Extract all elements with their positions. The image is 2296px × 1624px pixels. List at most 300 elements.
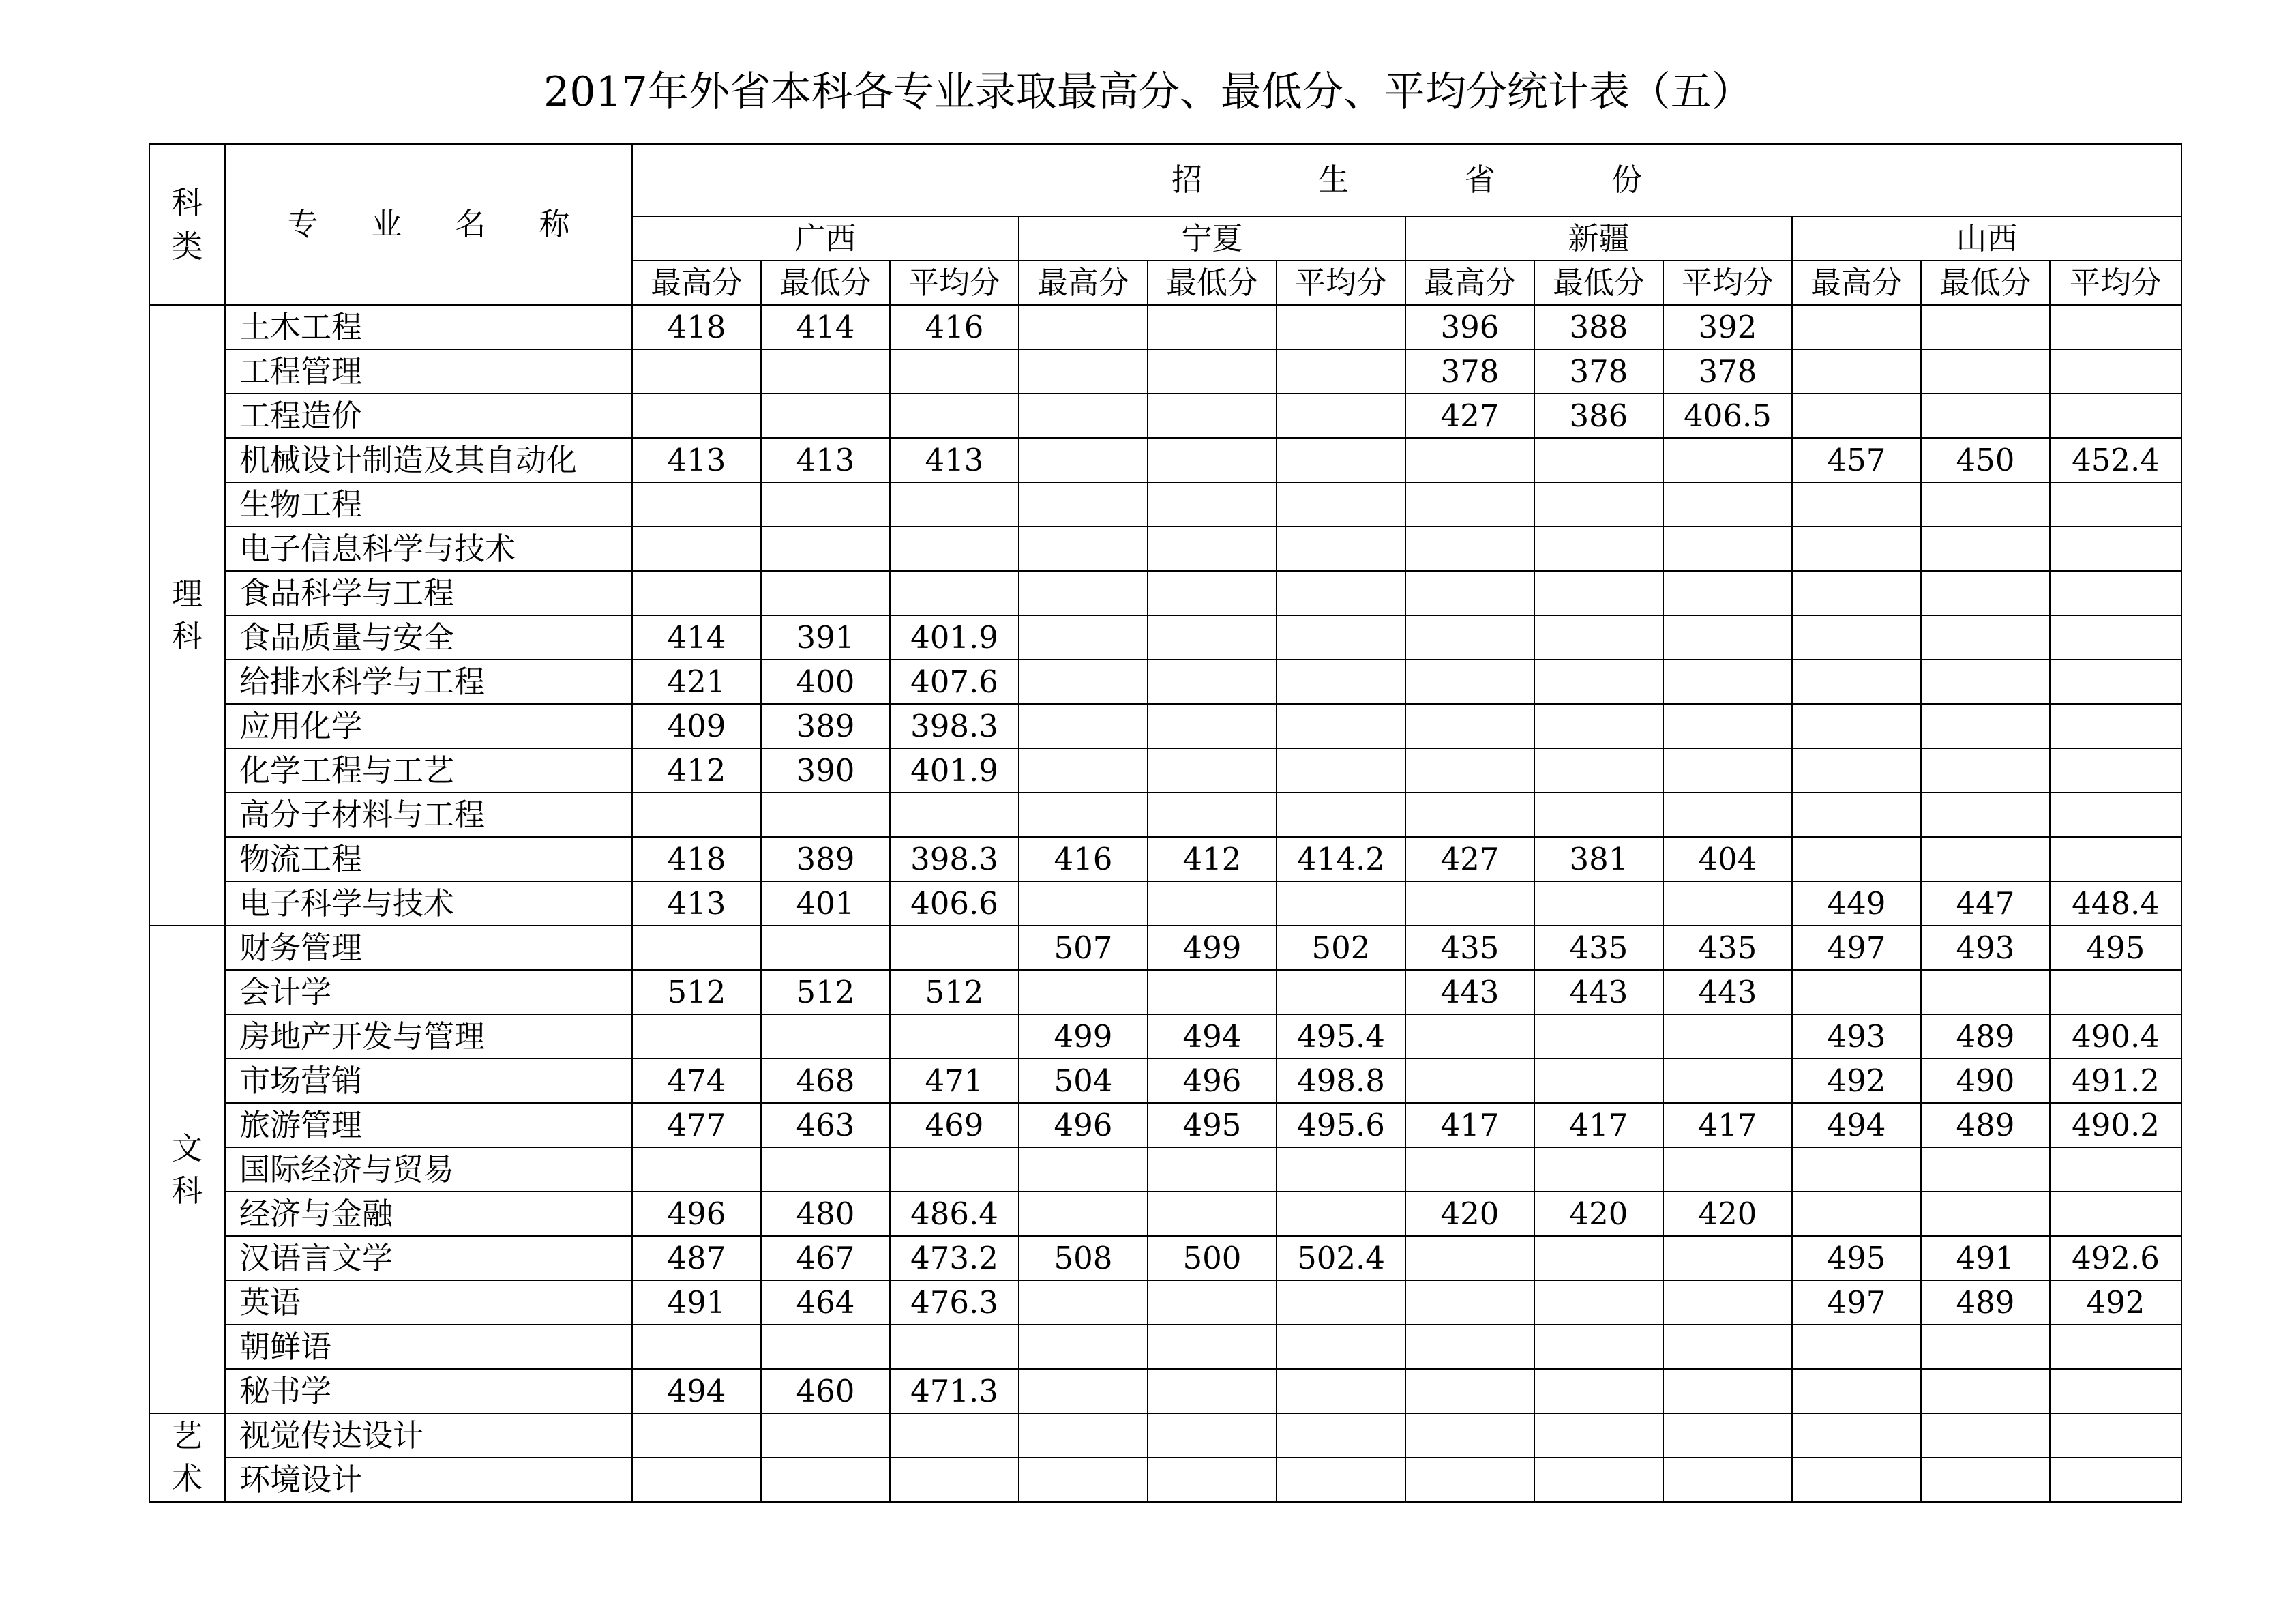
score-cell: 502.4 [1277, 1236, 1405, 1280]
category-cell: 艺 术 [149, 1413, 225, 1502]
score-cell: 420 [1663, 1192, 1792, 1236]
score-cell: 490 [1921, 1059, 2050, 1103]
major-name-cell: 旅游管理 [225, 1103, 632, 1147]
major-name-cell: 应用化学 [225, 704, 632, 748]
score-cell: 486.4 [890, 1192, 1019, 1236]
score-cell [1663, 1236, 1792, 1280]
table-row [149, 704, 2181, 748]
score-cell [1277, 305, 1405, 349]
major-name-cell: 汉语言文学 [225, 1236, 632, 1280]
score-cell [1921, 793, 2050, 837]
score-cell: 495.4 [1277, 1014, 1405, 1059]
stat-header-avg: 平均分 [890, 261, 1019, 305]
major-name-cell: 食品科学与工程 [225, 571, 632, 615]
score-cell [1663, 438, 1792, 482]
score-cell [632, 1458, 761, 1502]
score-cell: 471.3 [890, 1369, 1019, 1413]
major-name-cell: 机械设计制造及其自动化 [225, 438, 632, 482]
score-cell: 497 [1792, 1280, 1921, 1325]
score-cell: 396 [1405, 305, 1534, 349]
score-cell: 413 [890, 438, 1019, 482]
score-cell [761, 793, 890, 837]
score-cell [1792, 793, 1921, 837]
major-name-cell: 国际经济与贸易 [225, 1147, 632, 1192]
score-cell [1792, 1325, 1921, 1369]
score-cell: 401 [761, 881, 890, 926]
major-name-cell: 电子科学与技术 [225, 881, 632, 926]
score-cell: 435 [1534, 926, 1663, 970]
score-cell [1921, 837, 2050, 881]
score-cell [1921, 1192, 2050, 1236]
score-cell [1534, 1325, 1663, 1369]
major-name-cell: 物流工程 [225, 837, 632, 881]
score-cell [1277, 704, 1405, 748]
score-cell: 494 [1792, 1103, 1921, 1147]
table-header [149, 144, 2181, 305]
score-cell: 495.6 [1277, 1103, 1405, 1147]
score-cell [761, 1458, 890, 1502]
province-header-guangxi: 广西 [632, 216, 1019, 261]
score-cell [632, 793, 761, 837]
score-cell [890, 1014, 1019, 1059]
score-cell: 386 [1534, 394, 1663, 438]
province-header-xinjiang: 新疆 [1405, 216, 1792, 261]
table-row [149, 571, 2181, 615]
table-row [149, 926, 2181, 970]
score-cell: 471 [890, 1059, 1019, 1103]
score-cell [1277, 571, 1405, 615]
major-name-cell: 工程造价 [225, 394, 632, 438]
score-cell: 467 [761, 1236, 890, 1280]
score-cell [1921, 704, 2050, 748]
score-cell: 491 [632, 1280, 761, 1325]
score-cell [1148, 305, 1277, 349]
score-cell [1663, 881, 1792, 926]
score-cell [1792, 837, 1921, 881]
score-cell [761, 926, 890, 970]
score-cell: 389 [761, 704, 890, 748]
major-name-cell: 土木工程 [225, 305, 632, 349]
score-cell [1792, 571, 1921, 615]
score-cell: 448.4 [2050, 881, 2181, 926]
score-cell [2050, 1458, 2181, 1502]
province-header-shanxi: 山西 [1792, 216, 2181, 261]
score-cell [1921, 527, 2050, 571]
score-cell [1277, 970, 1405, 1014]
table-row [149, 837, 2181, 881]
score-cell: 413 [761, 438, 890, 482]
score-cell [1148, 615, 1277, 660]
score-cell [761, 1325, 890, 1369]
score-cell [1148, 1192, 1277, 1236]
score-cell: 449 [1792, 881, 1921, 926]
score-cell [1792, 615, 1921, 660]
score-cell: 512 [632, 970, 761, 1014]
score-cell: 412 [1148, 837, 1277, 881]
score-cell [1792, 482, 1921, 527]
table-row [149, 1192, 2181, 1236]
score-cell [1277, 881, 1405, 926]
province-header-ningxia: 宁夏 [1019, 216, 1405, 261]
score-cell [2050, 1369, 2181, 1413]
major-name-cell: 市场营销 [225, 1059, 632, 1103]
score-cell [1019, 1280, 1148, 1325]
score-cell: 416 [890, 305, 1019, 349]
score-cell [1148, 527, 1277, 571]
score-cell: 500 [1148, 1236, 1277, 1280]
major-name-cell: 工程管理 [225, 349, 632, 394]
score-cell: 495 [1148, 1103, 1277, 1147]
score-cell [1405, 1413, 1534, 1458]
score-cell [2050, 1192, 2181, 1236]
score-cell [1405, 660, 1534, 704]
score-cell: 495 [2050, 926, 2181, 970]
score-cell [1019, 305, 1148, 349]
table-body [149, 305, 2181, 1502]
score-cell [1148, 970, 1277, 1014]
score-cell [1277, 1325, 1405, 1369]
score-cell [1148, 571, 1277, 615]
major-name-cell: 经济与金融 [225, 1192, 632, 1236]
category-column-header: 科 类 [149, 144, 225, 305]
score-cell [1405, 1280, 1534, 1325]
score-cell: 390 [761, 748, 890, 793]
score-cell [890, 394, 1019, 438]
score-cell [890, 1147, 1019, 1192]
score-cell [2050, 571, 2181, 615]
score-cell: 507 [1019, 926, 1148, 970]
score-cell [1921, 305, 2050, 349]
table-row [149, 1103, 2181, 1147]
stat-header-min: 最低分 [1921, 261, 2050, 305]
score-cell: 398.3 [890, 837, 1019, 881]
category-cell: 文 科 [149, 926, 225, 1413]
score-cell [2050, 305, 2181, 349]
major-name-cell: 英语 [225, 1280, 632, 1325]
score-cell [1534, 615, 1663, 660]
major-name-cell: 财务管理 [225, 926, 632, 970]
score-cell: 443 [1405, 970, 1534, 1014]
score-cell [1534, 527, 1663, 571]
score-cell [761, 1413, 890, 1458]
score-cell [1534, 1369, 1663, 1413]
score-cell: 493 [1921, 926, 2050, 970]
score-cell [1277, 748, 1405, 793]
score-cell [632, 926, 761, 970]
score-cell: 409 [632, 704, 761, 748]
score-cell [1405, 527, 1534, 571]
score-cell [1921, 1413, 2050, 1458]
score-cell [1792, 1458, 1921, 1502]
table-row [149, 305, 2181, 349]
score-cell [1663, 1413, 1792, 1458]
score-cell [1148, 660, 1277, 704]
score-cell [632, 1325, 761, 1369]
score-cell [1792, 970, 1921, 1014]
score-cell [1277, 482, 1405, 527]
score-cell: 480 [761, 1192, 890, 1236]
score-cell [1019, 438, 1148, 482]
score-cell: 418 [632, 837, 761, 881]
score-cell [1921, 482, 2050, 527]
score-cell [1277, 438, 1405, 482]
score-cell: 412 [632, 748, 761, 793]
score-cell: 392 [1663, 305, 1792, 349]
score-cell: 504 [1019, 1059, 1148, 1103]
score-cell [1148, 1458, 1277, 1502]
score-cell [1663, 1458, 1792, 1502]
score-cell [632, 1147, 761, 1192]
score-cell: 389 [761, 837, 890, 881]
score-cell: 450 [1921, 438, 2050, 482]
score-cell [632, 349, 761, 394]
score-cell [1921, 1369, 2050, 1413]
score-cell: 498.8 [1277, 1059, 1405, 1103]
score-cell: 491 [1921, 1236, 2050, 1280]
major-name-cell: 给排水科学与工程 [225, 660, 632, 704]
table-row [149, 1147, 2181, 1192]
score-cell [1019, 1458, 1148, 1502]
score-cell: 492 [1792, 1059, 1921, 1103]
major-name-cell: 环境设计 [225, 1458, 632, 1502]
score-cell: 496 [1148, 1059, 1277, 1103]
page-title: 2017年外省本科各专业录取最高分、最低分、平均分统计表（五） [543, 68, 1753, 116]
category-cell: 理 科 [149, 305, 225, 926]
score-cell [1534, 482, 1663, 527]
score-cell: 496 [1019, 1103, 1148, 1147]
score-cell: 388 [1534, 305, 1663, 349]
table-row [149, 1236, 2181, 1280]
score-cell [1277, 660, 1405, 704]
score-cell: 414 [632, 615, 761, 660]
score-cell [1019, 1192, 1148, 1236]
score-cell: 494 [632, 1369, 761, 1413]
score-cell [1534, 881, 1663, 926]
score-cell [890, 793, 1019, 837]
score-cell [1277, 1192, 1405, 1236]
score-cell: 417 [1663, 1103, 1792, 1147]
score-cell [890, 1325, 1019, 1369]
score-cell: 489 [1921, 1280, 2050, 1325]
major-name-cell: 化学工程与工艺 [225, 748, 632, 793]
score-cell [1534, 748, 1663, 793]
table-row [149, 1369, 2181, 1413]
table-row [149, 1059, 2181, 1103]
score-cell: 502 [1277, 926, 1405, 970]
score-cell [1663, 660, 1792, 704]
score-cell [1148, 438, 1277, 482]
score-cell: 378 [1534, 349, 1663, 394]
score-cell: 492 [2050, 1280, 2181, 1325]
score-cell [1663, 1325, 1792, 1369]
score-cell [890, 571, 1019, 615]
score-cell: 416 [1019, 837, 1148, 881]
table-row [149, 527, 2181, 571]
score-cell [1405, 1325, 1534, 1369]
score-cell [1019, 615, 1148, 660]
score-cell: 414 [761, 305, 890, 349]
score-cell [2050, 482, 2181, 527]
score-cell [1663, 482, 1792, 527]
score-cell [1921, 1458, 2050, 1502]
score-cell [1277, 793, 1405, 837]
major-name-cell: 电子信息科学与技术 [225, 527, 632, 571]
score-cell [1148, 1147, 1277, 1192]
score-cell: 443 [1534, 970, 1663, 1014]
score-cell: 400 [761, 660, 890, 704]
score-cell [1148, 881, 1277, 926]
score-cell: 427 [1405, 837, 1534, 881]
score-cell [1534, 1236, 1663, 1280]
score-cell [1148, 1280, 1277, 1325]
score-cell [1534, 1014, 1663, 1059]
table-row [149, 1413, 2181, 1458]
score-cell [1534, 1413, 1663, 1458]
score-cell [1792, 1369, 1921, 1413]
score-cell [761, 527, 890, 571]
score-cell [1277, 1369, 1405, 1413]
score-cell: 435 [1663, 926, 1792, 970]
stat-header-max: 最高分 [632, 261, 761, 305]
score-cell [1921, 615, 2050, 660]
table-row [149, 793, 2181, 837]
score-cell [1019, 482, 1148, 527]
score-cell [761, 1014, 890, 1059]
score-cell [1792, 704, 1921, 748]
score-cell [1019, 571, 1148, 615]
score-cell: 491.2 [2050, 1059, 2181, 1103]
score-cell [1148, 793, 1277, 837]
score-cell [1277, 1458, 1405, 1502]
score-cell [1019, 748, 1148, 793]
score-cell [1921, 349, 2050, 394]
score-cell: 413 [632, 881, 761, 926]
score-cell: 499 [1148, 926, 1277, 970]
score-cell [1405, 1059, 1534, 1103]
score-cell [2050, 970, 2181, 1014]
stat-header-min: 最低分 [1148, 261, 1277, 305]
score-cell [761, 482, 890, 527]
table-row [149, 1280, 2181, 1325]
score-cell [1405, 571, 1534, 615]
score-cell [1277, 1413, 1405, 1458]
table-row [149, 438, 2181, 482]
score-cell: 512 [890, 970, 1019, 1014]
score-cell [1663, 1147, 1792, 1192]
score-cell [1405, 1014, 1534, 1059]
score-cell: 495 [1792, 1236, 1921, 1280]
score-cell: 401.9 [890, 615, 1019, 660]
stat-header-max: 最高分 [1405, 261, 1534, 305]
score-cell: 420 [1534, 1192, 1663, 1236]
score-cell [1792, 1147, 1921, 1192]
score-cell [632, 1014, 761, 1059]
major-name-cell: 朝鲜语 [225, 1325, 632, 1369]
score-cell [1663, 1280, 1792, 1325]
score-cell [1792, 1192, 1921, 1236]
table-row [149, 482, 2181, 527]
score-cell [1921, 571, 2050, 615]
score-cell [1663, 1014, 1792, 1059]
score-cell [1921, 748, 2050, 793]
score-cell: 447 [1921, 881, 2050, 926]
score-cell [2050, 748, 2181, 793]
score-cell: 473.2 [890, 1236, 1019, 1280]
score-cell [1019, 881, 1148, 926]
score-cell [632, 482, 761, 527]
major-name-cell: 秘书学 [225, 1369, 632, 1413]
score-cell: 493 [1792, 1014, 1921, 1059]
score-cell [1792, 748, 1921, 793]
score-cell [1148, 349, 1277, 394]
score-cell [1534, 1059, 1663, 1103]
score-cell: 401.9 [890, 748, 1019, 793]
score-cell [890, 349, 1019, 394]
score-cell: 391 [761, 615, 890, 660]
score-cell: 497 [1792, 926, 1921, 970]
score-cell [1019, 1325, 1148, 1369]
score-cell [1792, 305, 1921, 349]
score-cell [632, 1413, 761, 1458]
score-cell [2050, 1147, 2181, 1192]
score-cell: 463 [761, 1103, 890, 1147]
score-cell [1019, 970, 1148, 1014]
score-cell: 378 [1663, 349, 1792, 394]
score-cell [1405, 1369, 1534, 1413]
score-cell [1148, 394, 1277, 438]
table-row [149, 1325, 2181, 1369]
admission-score-table [149, 143, 2182, 1503]
score-cell [2050, 660, 2181, 704]
score-cell [1277, 615, 1405, 660]
score-cell [632, 394, 761, 438]
score-cell [890, 926, 1019, 970]
score-cell [1148, 1325, 1277, 1369]
score-cell [1277, 394, 1405, 438]
stat-header-avg: 平均分 [2050, 261, 2181, 305]
score-cell [761, 349, 890, 394]
score-cell: 494 [1148, 1014, 1277, 1059]
score-cell: 435 [1405, 926, 1534, 970]
stat-header-max: 最高分 [1792, 261, 1921, 305]
score-cell [1148, 704, 1277, 748]
table-row [149, 349, 2181, 394]
score-cell [1019, 1413, 1148, 1458]
score-cell [1534, 1458, 1663, 1502]
score-cell [1534, 660, 1663, 704]
score-cell [1405, 704, 1534, 748]
score-cell: 414.2 [1277, 837, 1405, 881]
score-cell [1148, 1413, 1277, 1458]
score-cell [1277, 349, 1405, 394]
table-row [149, 615, 2181, 660]
score-cell [2050, 837, 2181, 881]
score-cell [1921, 1325, 2050, 1369]
score-cell: 512 [761, 970, 890, 1014]
score-cell [1663, 571, 1792, 615]
score-cell: 417 [1534, 1103, 1663, 1147]
score-cell [1663, 1059, 1792, 1103]
score-cell [1277, 1147, 1405, 1192]
score-cell: 457 [1792, 438, 1921, 482]
score-cell: 381 [1534, 837, 1663, 881]
score-cell [1405, 1236, 1534, 1280]
stat-header-avg: 平均分 [1663, 261, 1792, 305]
stat-header-max: 最高分 [1019, 261, 1148, 305]
table-row [149, 970, 2181, 1014]
score-cell [1534, 571, 1663, 615]
score-cell: 407.6 [890, 660, 1019, 704]
